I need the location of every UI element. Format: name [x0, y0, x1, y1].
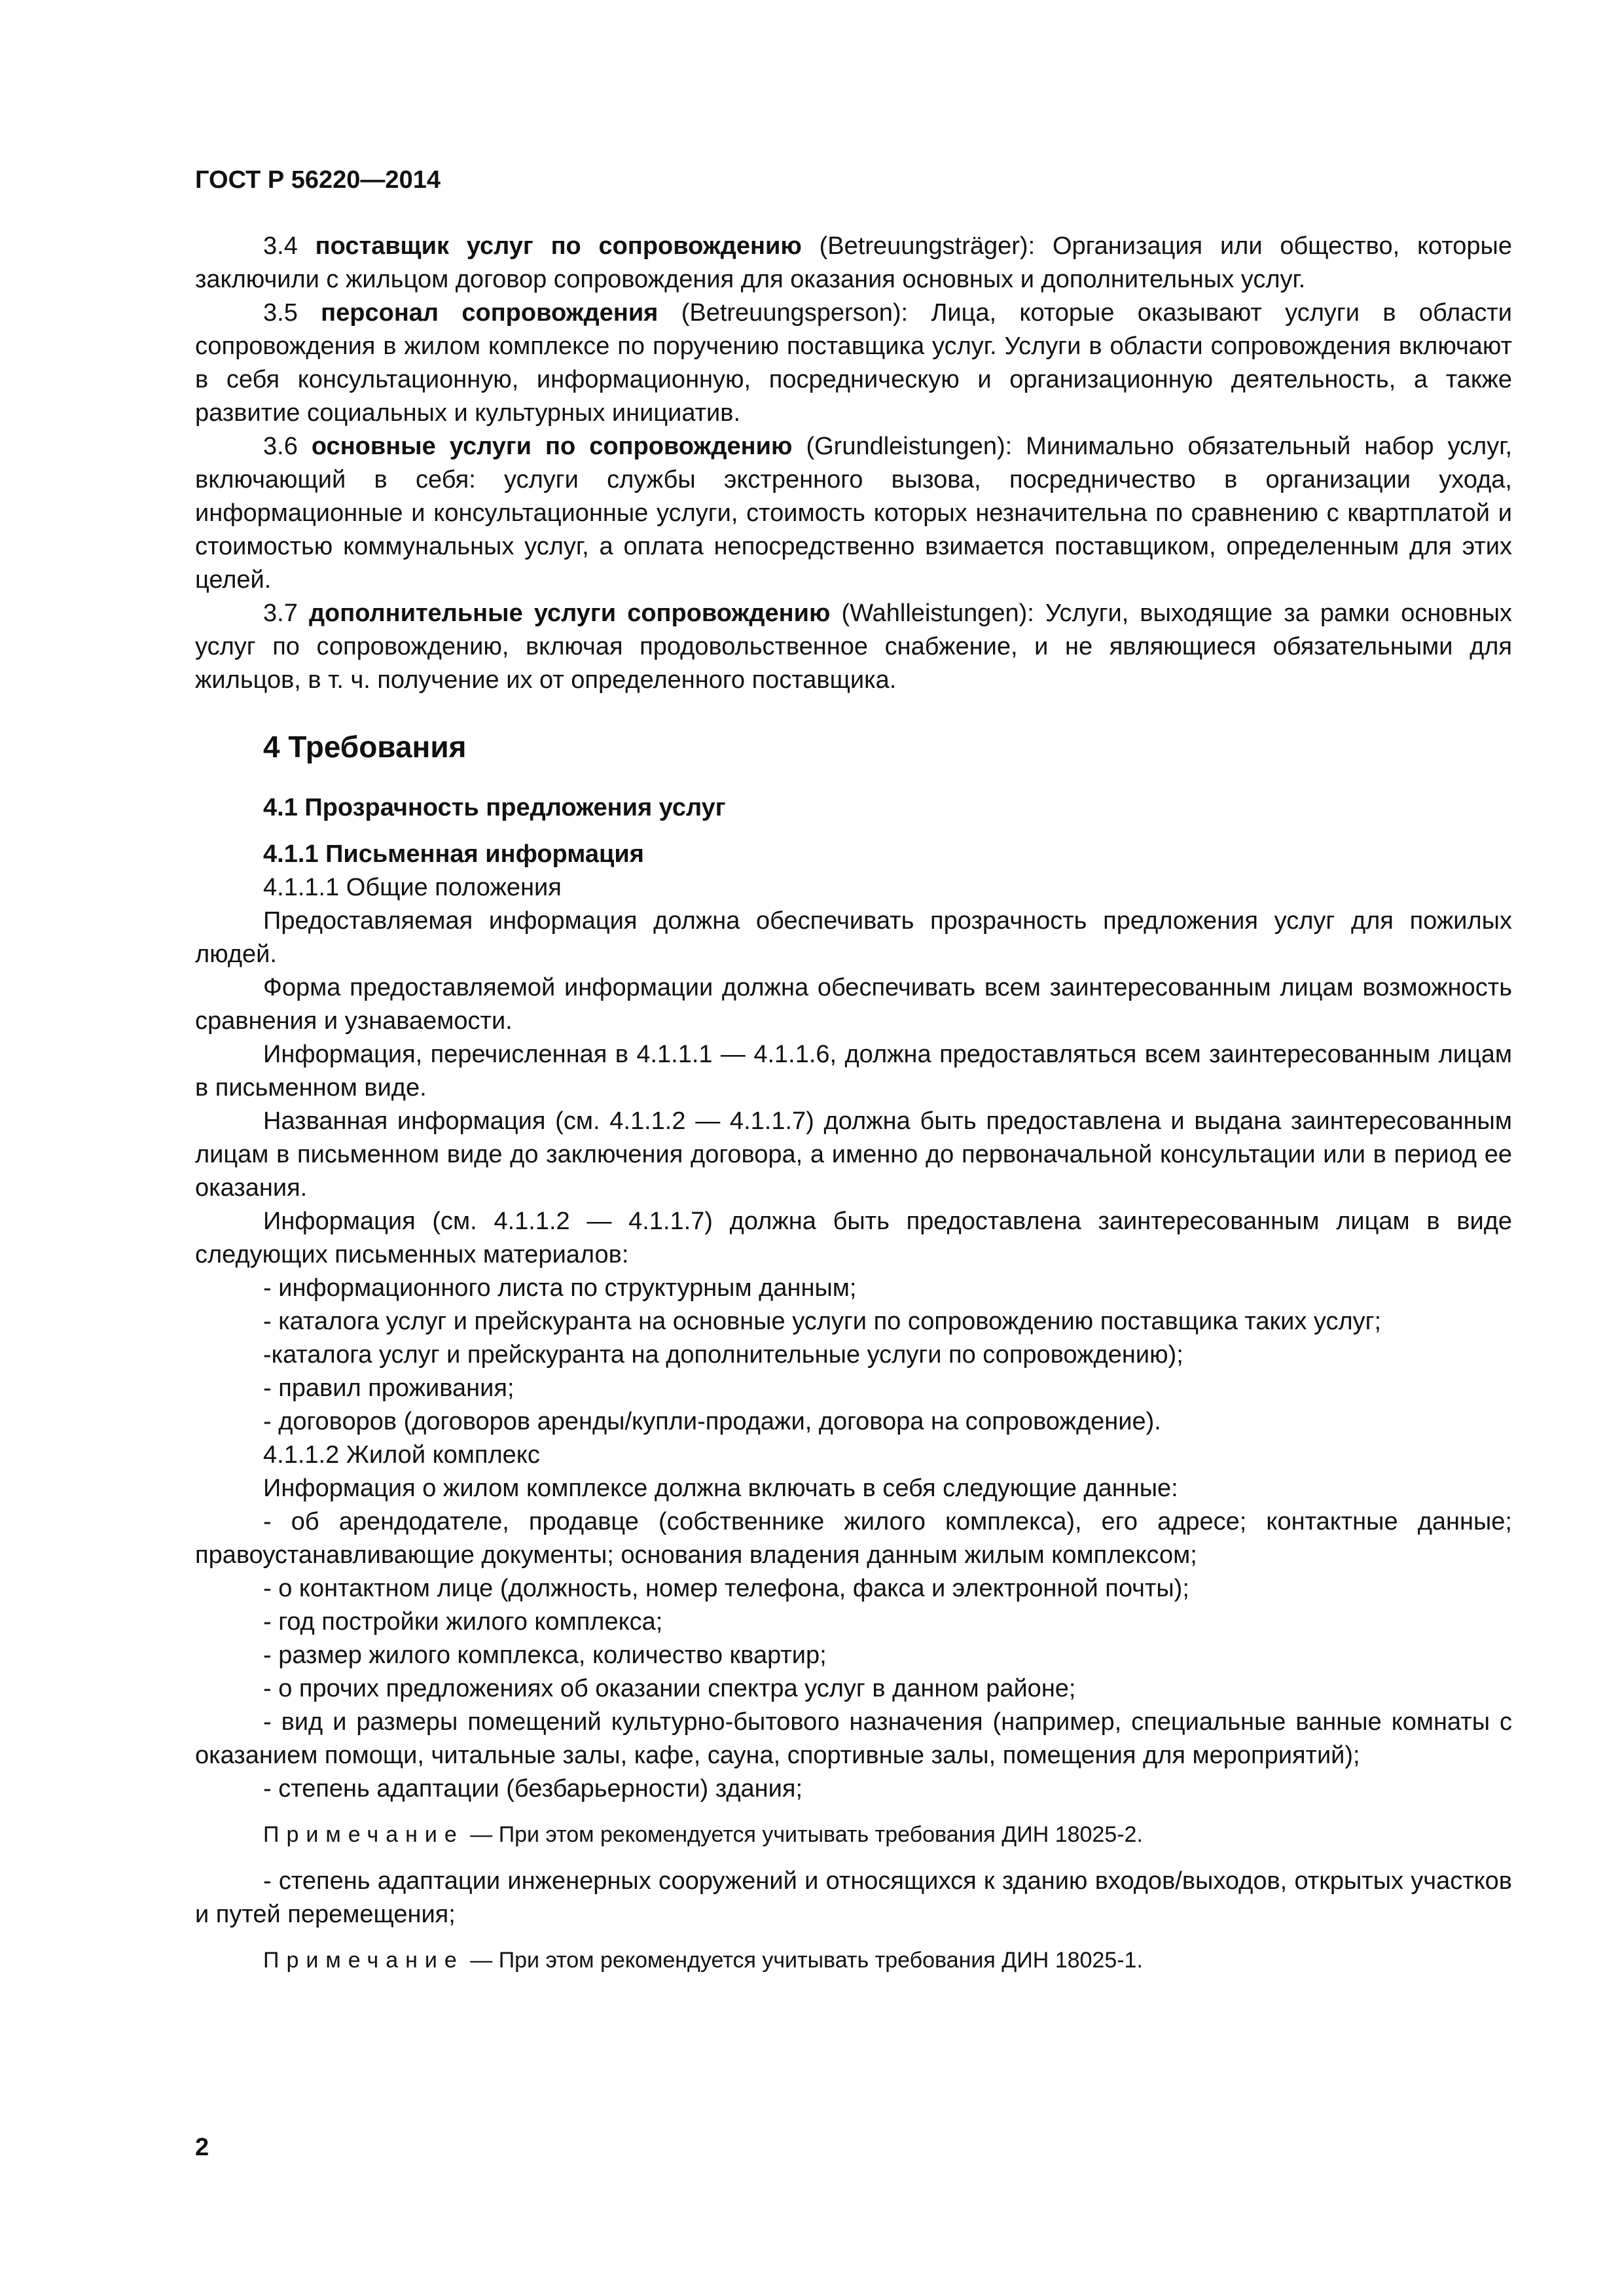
note-label: Примечание — [263, 1948, 464, 1973]
definition-3-5 — [195, 296, 1512, 430]
clause-heading: 4.1.1.2 Жилой комплекс — [263, 1441, 540, 1469]
note — [263, 1819, 1512, 1850]
paragraph: Информация о жилом комплексе должна включать в себя следующие данные: — [263, 1475, 1178, 1502]
definition-number: 3.5 — [263, 299, 298, 327]
list-item: - степень адаптации инженерных сооружений и относящихся к зданию входов/выходов, открытых участков и путей перемещения; — [195, 1867, 1512, 1928]
list-item: - степень адаптации (безбарьерности) здания; — [263, 1775, 803, 1803]
document-page — [195, 164, 1512, 1990]
clause-heading: 4.1.1.1 Общие положения — [263, 874, 562, 901]
note-text: — При этом рекомендуется учитывать требования ДИН 18025-1. — [463, 1948, 1143, 1973]
definition-text: (Betreuungsträger): Организация или общество, которые заключили с жильцом договор сопровождения для оказания основных и дополнительных услуг. — [195, 232, 1512, 293]
paragraph: Названная информация (см. 4.1.1.2 — 4.1.1.7) должна быть предоставлена и выдана заинтересованным лицам в письменном виде до заключения договора, а именно до первоначальной консультации или в период ее оказания. — [195, 1107, 1512, 1202]
definition-text: (Betreuungsperson): Лица, которые оказывают услуги в области сопровождения в жилом комплексе по поручению поставщика услуг. Услуги в области сопровождения включают в себя консультационную, информационную, посредническую и организационную деятельность, а также развитие социальных и культурных инициатив. — [195, 299, 1512, 427]
list-item: - размер жилого комплекса, количество квартир; — [263, 1641, 827, 1669]
definition-text: (Wahlleistungen): Услуги, выходящие за рамки основных услуг по сопровождению, включая продовольственное снабжение, и не являющиеся обязательными для жильцов, в т. ч. получение их от определенного поставщика. — [195, 600, 1513, 694]
page-number: 2 — [195, 2134, 209, 2161]
definition-term: основные услуги по сопровождению — [311, 433, 793, 460]
list-item: - о прочих предложениях об оказании спектра услуг в данном районе; — [263, 1675, 1076, 1702]
definition-text: (Grundleistungen): Минимально обязательный набор услуг, включающий в себя: услуги службы экстренного вызова, посредничество в организации ухода, информационные и консультационные услуги, стоимость которых незначительна по сравнению с квартплатой и стоимостью коммунальных услуг, а оплата непосредственно взимается поставщиком, определенным для этих целей. — [195, 433, 1513, 594]
definition-term: персонал сопровождения — [321, 299, 659, 327]
list-item: -каталога услуг и прейскуранта на дополнительные услуги по сопровождению); — [263, 1341, 1183, 1369]
list-item: - о контактном лице (должность, номер телефона, факса и электронной почты); — [263, 1575, 1189, 1602]
definition-number: 3.4 — [263, 232, 298, 260]
paragraph: Предоставляемая информация должна обеспечивать прозрачность предложения услуг для пожилых людей. — [195, 907, 1512, 968]
note — [263, 1945, 1512, 1976]
list-item: - об арендодателе, продавце (собственнике жилого комплекса), его адресе; контактные данные; правоустанавливающие документы; основания владения данным жилым комплексом; — [195, 1508, 1512, 1569]
definition-3-4 — [195, 230, 1512, 296]
list-item: - информационного листа по структурным данным; — [263, 1274, 857, 1302]
paragraph: Информация, перечисленная в 4.1.1.1 — 4.1.1.6, должна предоставляться всем заинтересованным лицам в письменном виде. — [195, 1041, 1512, 1102]
clause-title: 4.1.1 Письменная информация — [263, 840, 644, 868]
section-title: 4 Требования — [263, 730, 467, 764]
definition-term: дополнительные услуги сопровождению — [308, 600, 831, 627]
list-item: - договоров (договоров аренды/купли-продажи, договора на сопровождение). — [263, 1408, 1161, 1435]
subsection-title: 4.1 Прозрачность предложения услуг — [263, 794, 726, 821]
list-item: - каталога услуг и прейскуранта на основные услуги по сопровождению поставщика таких услуг; — [263, 1308, 1382, 1335]
list-item: - правил проживания; — [263, 1374, 514, 1402]
definition-3-6 — [195, 430, 1512, 597]
paragraph: Форма предоставляемой информации должна обеспечивать всем заинтересованным лицам возможность сравнения и узнаваемости. — [195, 974, 1512, 1035]
definition-number: 3.6 — [263, 433, 298, 460]
list-item: - вид и размеры помещений культурно-бытового назначения (например, специальные ванные комнаты с оказанием помощи, читальные залы, кафе, сауна, спортивные залы, помещения для мероприятий); — [195, 1708, 1512, 1769]
paragraph: Информация (см. 4.1.1.2 — 4.1.1.7) должна быть предоставлена заинтересованным лицам в виде следующих письменных материалов: — [195, 1208, 1512, 1268]
definition-3-7 — [195, 597, 1512, 697]
note-text: — При этом рекомендуется учитывать требования ДИН 18025-2. — [463, 1822, 1143, 1847]
note-label: Примечание — [263, 1822, 464, 1847]
definition-number: 3.7 — [263, 600, 298, 627]
definition-term: поставщик услуг по сопровождению — [315, 232, 802, 260]
document-header: ГОСТ Р 56220—2014 — [195, 166, 441, 194]
list-item: - год постройки жилого комплекса; — [263, 1608, 663, 1636]
